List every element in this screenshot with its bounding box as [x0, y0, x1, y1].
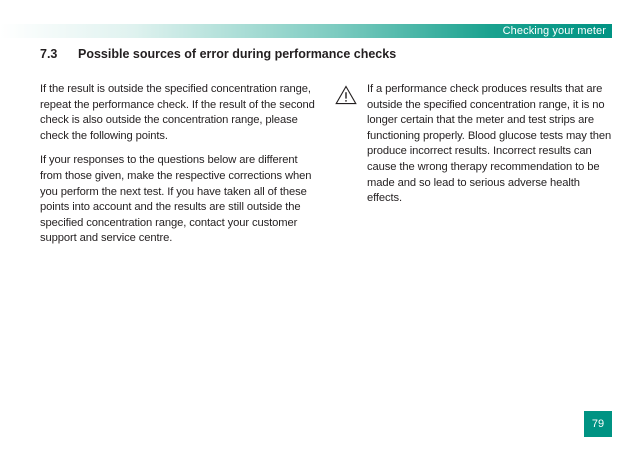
left-column — [40, 82, 322, 256]
body-paragraph: If the result is outside the specified concentration range, repeat the performance check. If the result of the second check is also outside the concentration range, please check the following points. — [40, 83, 315, 142]
header-bar — [0, 24, 612, 38]
warning-box — [367, 82, 612, 207]
section-number: 7.3 — [40, 47, 58, 61]
body-paragraph: If your responses to the questions below are different from those given, make the respective corrections when you perform the next test. If you have taken all of these points into account and the results are still outside the specified concentration range, contact your customer support and service centre. — [40, 154, 312, 245]
warning-text: If a performance check produces results that are outside the specified concentration range, it is no longer certain that the meter and test strips are functioning properly. Blood glucose tests may then produce incorrect results. Incorrect results can cause the wrong therapy recommendation to be made and so lead to serious adverse health effects. — [367, 83, 612, 205]
section-title: Possible sources of error during performance checks — [78, 47, 397, 61]
warning-triangle-icon — [335, 85, 357, 105]
section-heading — [40, 46, 396, 62]
header-title: Checking your meter — [502, 25, 606, 37]
page-number: 79 — [584, 411, 612, 437]
